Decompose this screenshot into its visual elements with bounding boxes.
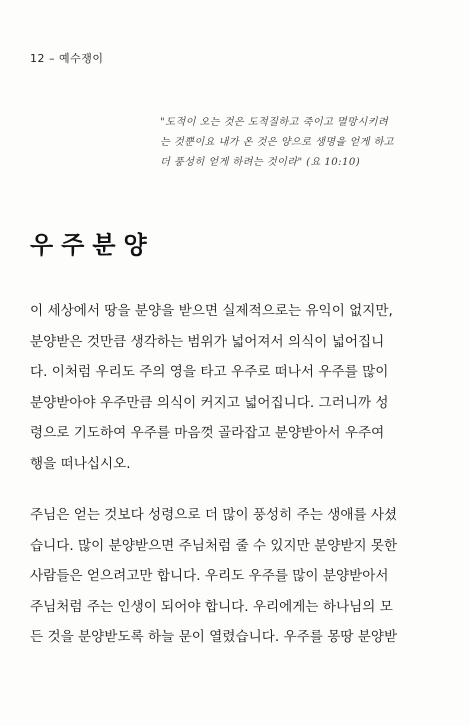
paragraph-line: 주님처럼 주는 인생이 되어야 합니다. 우리에게는 하나님의 모	[30, 598, 393, 615]
paragraph	[30, 500, 440, 653]
epigraph-line: "도적이 오는 것은 도적질하고 죽이고 멸망시키려	[160, 117, 389, 128]
paragraph-line: 사람들은 얻으려고만 합니다. 우리도 우주를 많이 분양받아서	[30, 568, 389, 584]
epigraph-quote	[160, 113, 450, 173]
paragraph	[30, 296, 440, 479]
paragraph-line: 다. 이처럼 우리도 주의 영을 타고 우주로 떠나서 우주를 많이	[30, 364, 389, 380]
paragraph-line: 령으로 기도하여 우주를 마음껏 골라잡고 분양받아서 우주여	[30, 425, 385, 441]
paragraph-line: 행을 떠나십시오.	[30, 455, 131, 472]
epigraph-line: 는 것뿐이요 내가 온 것은 양으로 생명을 얻게 하고	[160, 137, 394, 148]
chapter-title: 우주분양	[30, 231, 155, 259]
running-head: 12 – 예수쟁이	[30, 52, 104, 65]
epigraph-line: 더 풍성히 얻게 하려는 것이라" (요 10:10)	[160, 157, 361, 168]
paragraph-line: 분양받아야 우주만큼 의식이 커지고 넓어집니다. 그러니까 성	[30, 394, 389, 411]
paragraph-line: 주님은 얻는 것보다 성령으로 더 많이 풍성히 주는 생애를 사셨	[30, 507, 398, 523]
paragraph-line: 습니다. 많이 분양받으면 주님처럼 줄 수 있지만 분양받지 못한	[30, 537, 398, 554]
paragraph-line: 이 세상에서 땅을 분양을 받으면 실제적으로는 유익이 없지만,	[30, 303, 393, 319]
paragraph-line: 분양받은 것만큼 생각하는 범위가 넓어져서 의식이 넓어집니	[30, 333, 385, 350]
paragraph-line: 든 것을 분양받도록 하늘 문이 열렸습니다. 우주를 몽땅 분양받	[30, 629, 398, 645]
